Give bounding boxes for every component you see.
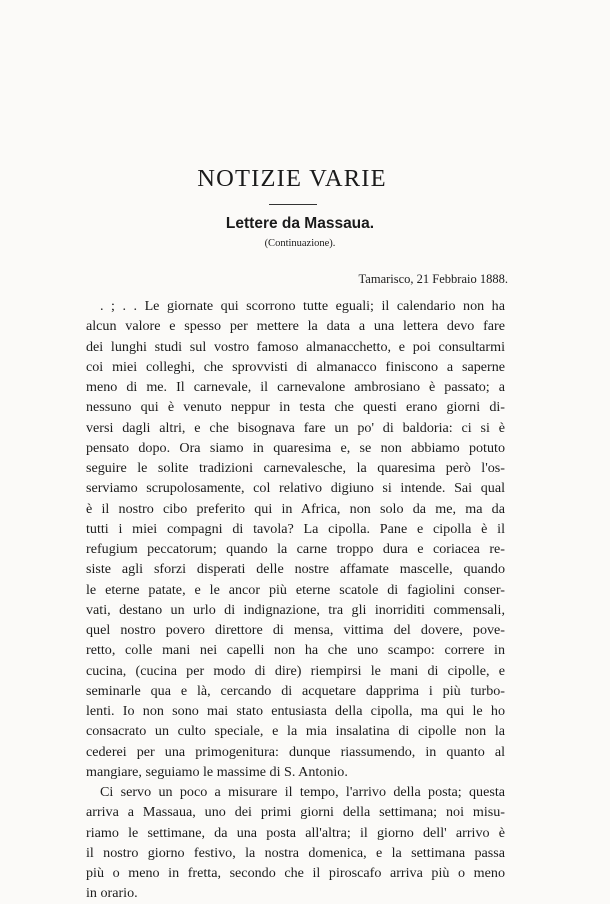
text-line: alcun valore e spesso per mettere la data a una lettera devo fare [86,318,505,335]
text-line: refugium peccatorum; quando la carne troppo dura e coriacea re- [86,541,505,557]
text-line: arriva a Massaua, uno dei primi giorni della settimana; noi misu- [86,804,505,821]
letter-dateline: Tamarisco, 21 Febbraio 1888. [358,272,508,286]
text-line: dei lunghi studi sul vostro famoso almanacchetto, e poi consultarmi [86,338,505,355]
text-line: il nostro giorno festivo, la nostra domenica, e la settimana passa [86,844,505,861]
text-line: cucina, (cucina per modo di dire) riempirsi le mani di cipolle, e [86,662,505,679]
letter-body [86,296,505,904]
text-line: cederei per una primogenitura: dunque riassumendo, in quanto al [86,743,505,760]
title-divider-rule [269,204,317,205]
text-line: seminarle qua e là, cercando di acquetare dapprima i più turbo- [86,682,505,699]
text-line: seguire le solite tradizioni carnevalesche, la quaresima però l'os- [86,460,505,476]
text-line: vati, destano un urlo di indignazione, tra gli inorriditi commensali, [86,601,505,618]
text-line: riamo le settimane, da una posta all'altra; il giorno dell' arrivo è [86,824,505,841]
text-line: mangiare, seguiamo le massime di S. Antonio. [86,763,348,780]
text-line: pensato dopo. Ora siamo in quaresima e, se non abbiamo potuto [86,439,505,456]
text-line: consacrato un culto speciale, e la mia insalatina di cipolle non la [86,723,505,740]
text-line: retto, colle mani nei capelli non ha che uno scampo: correre in [86,642,505,659]
text-line: coi miei colleghi, che sprovvisti di almanacco finiscono a saperne [86,358,505,375]
text-line: meno di me. Il carnevale, il carnevalone ambrosiano è passato; a [86,379,505,395]
text-line: serviamo scrupolosamente, col relativo digiuno si intende. Sai qual [86,480,505,497]
text-line: tutti i miei compagni di tavola? La cipolla. Pane e cipolla è il [86,520,505,537]
text-line: Ci servo un poco a misurare il tempo, l'arrivo della posta; questa [100,784,505,800]
text-line: . ; . . Le giornate qui scorrono tutte eguali; il calendario non ha [100,298,505,314]
text-line: quel nostro povero direttore di mensa, vittima del dovere, pove- [86,622,505,638]
continuation-note: (Continuazione). [264,238,336,249]
text-line: più o meno in fretta, secondo che il piroscafo arriva più o meno [86,865,505,881]
text-line: siste agli sforzi disperati delle nostre affamate mascelle, quando [86,561,505,578]
text-line: nessuno qui è venuto neppur in testa che questi erano giorni di- [86,399,505,416]
section-title: NOTIZIE VARIE [197,165,387,192]
text-line: è il nostro cibo preferito qui in Africa, non solo da me, ma da [86,500,505,517]
text-line: le eterne patate, e le ancor più eterne scatole di fagiolini conser- [86,581,505,598]
text-line: versi dagli altri, e che bisognava fare un po' di baldoria: ci si è [86,419,505,436]
article-title: Lettere da Massaua. [225,215,375,232]
text-line: lenti. Io non sono mai stato entusiasta della cipolla, ma qui le ho [86,703,505,719]
text-line: in orario. [86,885,138,902]
